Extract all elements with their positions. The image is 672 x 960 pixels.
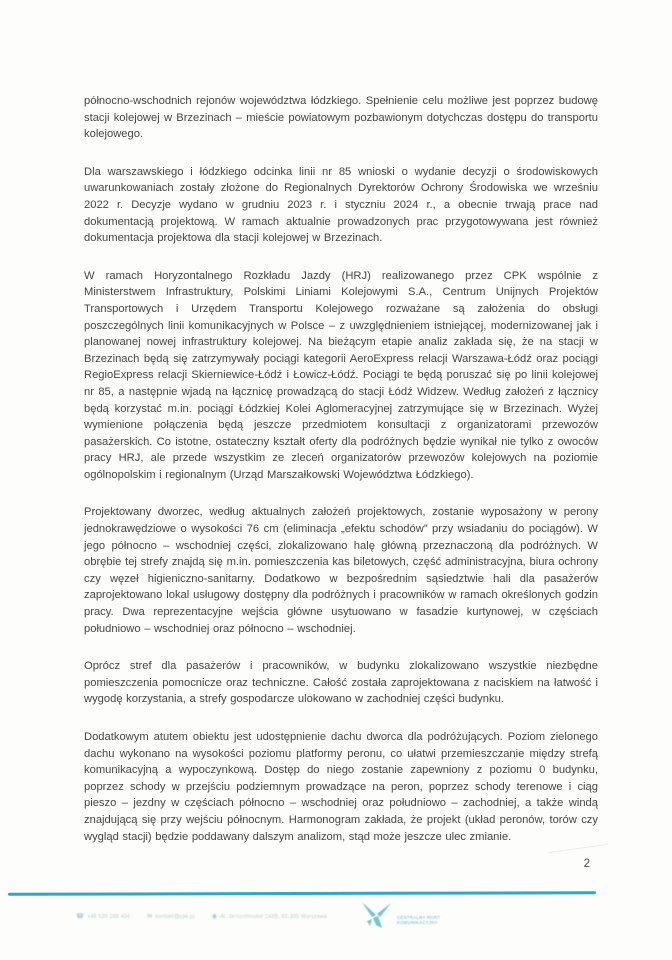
email-icon: ✉ (147, 913, 153, 920)
paragraph: Dla warszawskiego i łódzkiego odcinka linii nr 85 wnioski o wydanie decyzji o środowiskowych uwarunkowaniach zostały złożone do Regionalnych Dyrektorów Ochrony Środowiska we wrześniu 2022 r. Decyzje wydano w grudniu 2023 r. i styczniu 2024 r., a obecnie trwają prace nad dokumentacją projektową. W ramach aktualnie prowadzonych prac przygotowywana jest również dokumentacja projektowa dla stacji kolejowej w Brzezinach. (84, 165, 598, 245)
cpk-logo (360, 901, 440, 931)
cpk-bird-icon (360, 901, 394, 931)
paragraph: Oprócz stref dla pasażerów i pracowników, w budynku zlokalizowano wszystkie niezbędne pomieszczenia pomocnicze oraz techniczne. Całość została zaprojektowana z naciskiem na łatwość i wygodę korzystania, a strefy gospodarcze ulokowano w zachodniej części budynku. (84, 660, 598, 706)
cpk-logo-line2: KOMUNIKACYJNY (397, 920, 438, 925)
paragraph: północno-wschodnich rejonów województwa łódzkiego. Spełnienie celu możliwe jest poprzez budowę stacji kolejowej w Brzezinach – mieście powiatowym pozbawionym dotychczas dostępu do transportu kolejowego. (84, 95, 598, 141)
contact-text: kontakt@cpk.pl (155, 913, 195, 920)
document-body (84, 93, 598, 866)
contact-text: +48 539 188 404 (87, 913, 131, 920)
cpk-logo-text (397, 907, 440, 926)
footer-contacts (76, 913, 327, 920)
contact-text: Al. Jerozolimskie 142B, 02-305 Warszawa (220, 913, 328, 920)
paragraph: Projektowany dworzec, według aktualnych założeń projektowych, zostanie wyposażony w perony jednokrawędziowe o wysokości 76 cm (eliminacja „efektu schodów” przy wsiadaniu do pociągów). W jego północno – wschodniej części, zlokalizowano halę główną przeznaczoną dla podróżnych. W obrębie tej strefy znajdą się m.in. pomieszczenia kas biletowych, część administracyjna, biura ochrony czy węzeł higieniczno-sanitarny. Dodatkowo w bezpośrednim sąsiedztwie hali dla pasażerów zaprojektowano lokal usługowy dostępny dla podróżnych i pracowników w ramach określonych godzin pracy. Dwa reprezentacyjne wejścia główne usytuowano w fasadzie kurtynowej, w częściach południowo – wschodniej oraz północno – wschodniej. (84, 506, 598, 635)
footer-contact-address (212, 913, 328, 920)
phone-icon: ☎ (76, 913, 85, 920)
location-icon: ◉ (211, 913, 218, 920)
cpk-logo-line1: CENTRALNY PORT (397, 914, 441, 920)
footer-contact-phone (76, 913, 130, 920)
paragraph: Dodatkowym atutem obiektu jest udostępnienie dachu dworca dla podróżujących. Poziom zielonego dachu wykonano na wysokości poziomu platformy peronu, co ułatwi przemieszczanie między strefą komunikacyjną a wypoczynkową. Dostęp do niego zostanie zapewniony z poziomu 0 budynku, poprzez schody w przejściu podziemnym prowadzące na peron, poprzez schody terenowe i ciąg pieszo – jezdny w częściach północno – wschodniej oraz południowo – zachodniej, a także windą znajdującą się przy wejściu północnym. Harmonogram zakłada, że projekt (układ peronów, torów czy wygląd stacji) będzie poddawany dalszym analizom, stąd może jeszcze ulec zmianie. (84, 731, 598, 843)
paragraph: W ramach Horyzontalnego Rozkładu Jazdy (HRJ) realizowanego przez CPK wspólnie z Ministerstwem Infrastruktury, Polskimi Liniami Kolejowymi S.A., Centrum Unijnych Projektów Transportowych i Urzędem Transportu Kolejowego rozważane są założenia do obsługi poszczególnych linii komunikacyjnych w Polsce – z uwzględnieniem istniejącej, modernizowanej jak i planowanej nowej infrastruktury kolejowej. Na bieżącym etapie analiz zakłada się, że na stacji w Brzezinach będą się zatrzymywały pociągi kategorii AeroExpress relacji Warszawa-Łódź oraz pociągi RegioExpress relacji Skierniewice-Łódź i Łowicz-Łódź. Pociągi te będą poruszać się po linii kolejowej nr 85, a następnie wjadą na łącznicę prowadzącą do stacji Łódź Widzew. Według założeń z łącznicy będą korzystać m.in. pociągi Łódzkiej Kolei Aglomeracyjnej zatrzymujące się w Brzezinach. Wyżej wymienione połączenia będą jeszcze przedmiotem konsultacji z organizatorami przewozów pasażerskich. Co istotne, ostateczny kształt oferty dla podróżnych będzie wynikał nie tylko z owoców pracy HRJ, ale przede wszystkim ze zleceń organizatorów przewozów kolejowych na poziomie ogólnopolskim i regionalnym (Urząd Marszałkowski Województwa Łódzkiego). (84, 269, 598, 481)
footer-contact-email (147, 913, 195, 920)
footer-divider (8, 891, 596, 896)
page-number: 2 (583, 858, 590, 870)
